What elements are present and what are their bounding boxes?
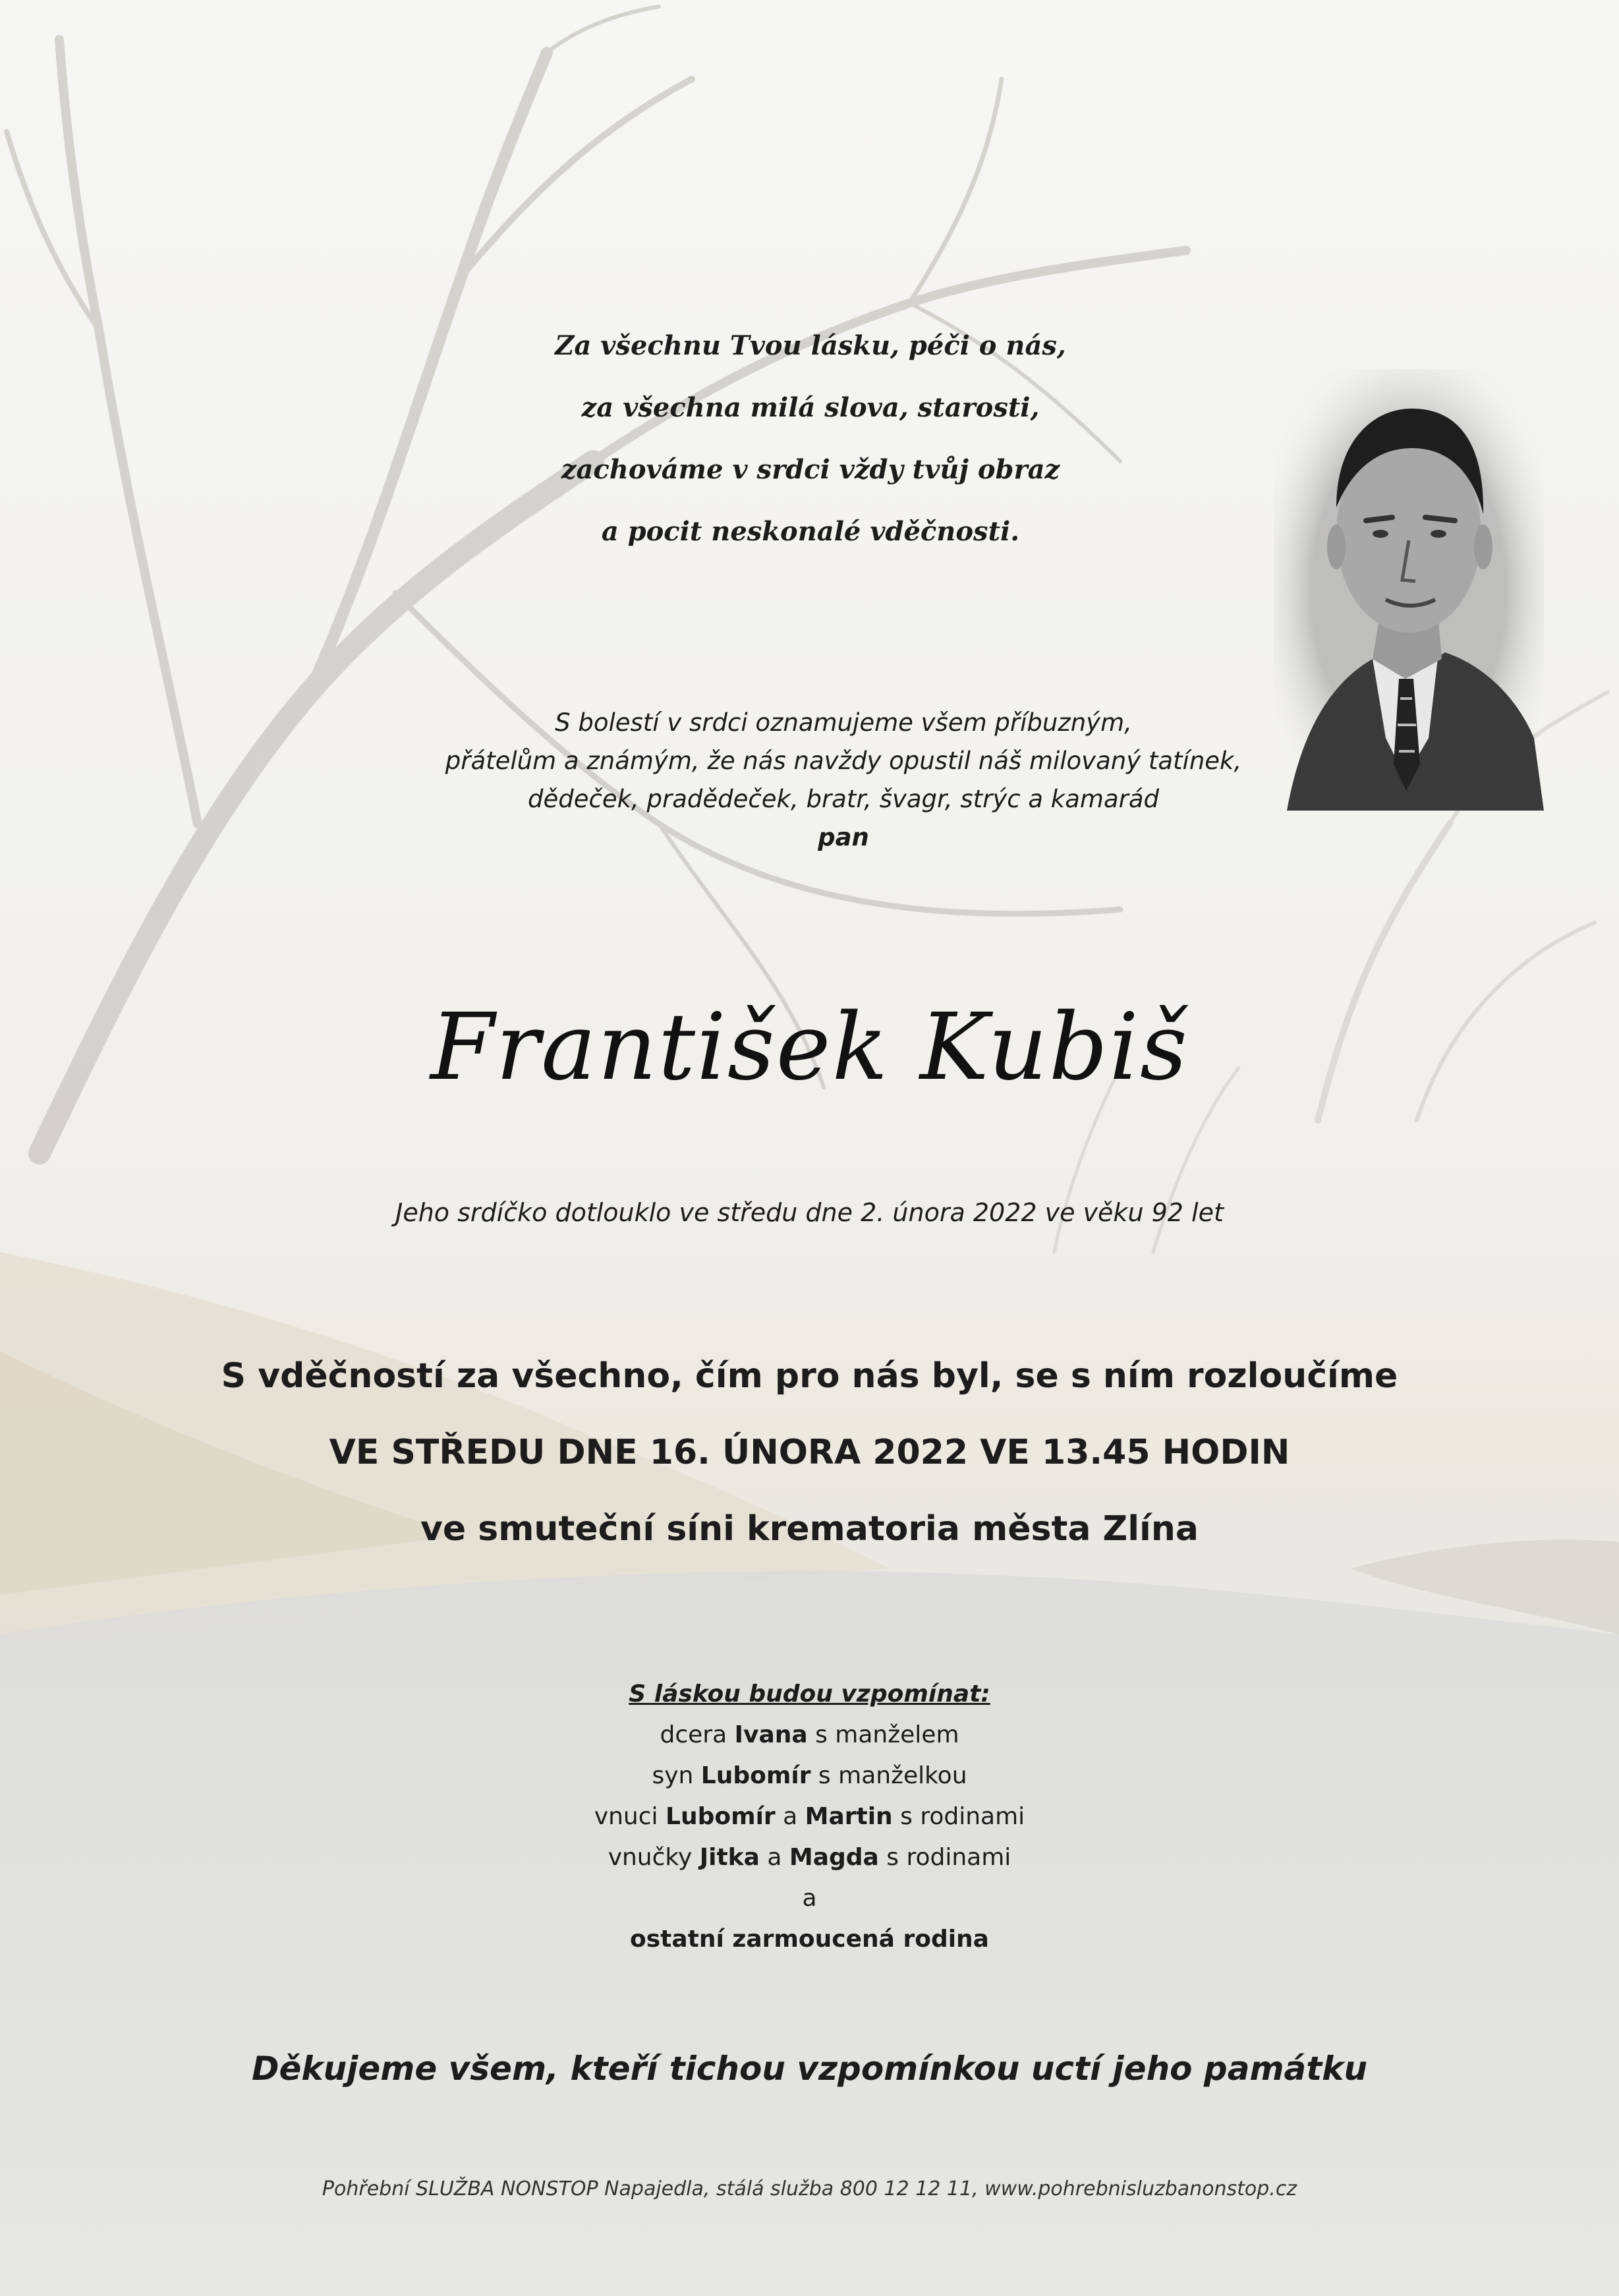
mourners-heading: S láskou budou vzpomínat: <box>629 1680 990 1708</box>
deceased-name: František Kubiš <box>430 994 1189 1101</box>
mourners-list <box>0 1674 1619 1960</box>
mourner-name: Lubomír <box>666 1803 776 1830</box>
mourner-relation: vnučky <box>608 1844 700 1871</box>
mourner-relation: dcera <box>660 1721 735 1748</box>
announcement-line: dědeček, pradědeček, bratr, švagr, strýc a kamarád <box>528 785 1159 813</box>
death-notice: Jeho srdíčko dotlouklo ve středu dne 2. února 2022 ve věku 92 let <box>395 1198 1224 1227</box>
mourner-suffix: s manželkou <box>810 1762 967 1789</box>
title-pan: pan <box>818 823 869 851</box>
mourners-closing <box>0 1919 1619 1960</box>
mourner-relation: vnuci <box>594 1803 666 1830</box>
mourner-suffix: s manželem <box>807 1721 959 1748</box>
poem-line: Za všechnu Tvou lásku, péči o nás, <box>555 330 1066 361</box>
mourner-name: Ivana <box>734 1721 808 1748</box>
mourner-row <box>0 1837 1619 1878</box>
mourner-row <box>0 1756 1619 1796</box>
mourner-conjunction: a <box>759 1844 789 1871</box>
mourner-name: Martin <box>805 1803 893 1830</box>
announcement-line: přátelům a známým, že nás navždy opustil náš milovaný tatínek, <box>445 747 1242 775</box>
farewell-line: S vděčností za všechno, čím pro nás byl, se s ním rozloučíme <box>221 1356 1398 1396</box>
mourner-conjunction: a <box>775 1803 805 1830</box>
footer-funeral-service: Pohřební SLUŽBA NONSTOP Napajedla, stálá služba 800 12 12 11, www.pohrebnisluzbanonstop.cz <box>322 2177 1297 2200</box>
farewell-location: ve smuteční síni krematoria města Zlína <box>420 1509 1199 1549</box>
mourner-suffix: s rodinami <box>892 1803 1025 1830</box>
mourner-name: Lubomír <box>700 1762 811 1789</box>
announcement <box>356 704 1331 857</box>
poem-line: za všechna milá slova, starosti, <box>581 392 1040 423</box>
mourner-name: Jitka <box>699 1844 760 1871</box>
poem-line: zachováme v srdci vždy tvůj obraz <box>561 454 1060 485</box>
mourner-suffix: s rodinami <box>878 1844 1011 1871</box>
announcement-line: S bolestí v srdci oznamujeme všem příbuzným, <box>555 708 1132 737</box>
mourner-row <box>0 1796 1619 1837</box>
thanks-line: Děkujeme všem, kteří tichou vzpomínkou uctí jeho památku <box>251 2050 1368 2088</box>
poem-line: a pocit neskonalé vděčnosti. <box>601 516 1020 547</box>
mourner-relation: syn <box>652 1762 701 1789</box>
mourners-closing-text: ostatní zarmoucená rodina <box>630 1926 989 1953</box>
poem <box>329 315 1292 563</box>
mourners-conjunction: a <box>802 1885 817 1912</box>
farewell-details <box>0 1338 1619 1567</box>
mourner-row <box>0 1715 1619 1756</box>
farewell-date-time: VE STŘEDU DNE 16. ÚNORA 2022 VE 13.45 HODIN <box>329 1433 1290 1472</box>
mourner-name: Magda <box>789 1844 879 1871</box>
